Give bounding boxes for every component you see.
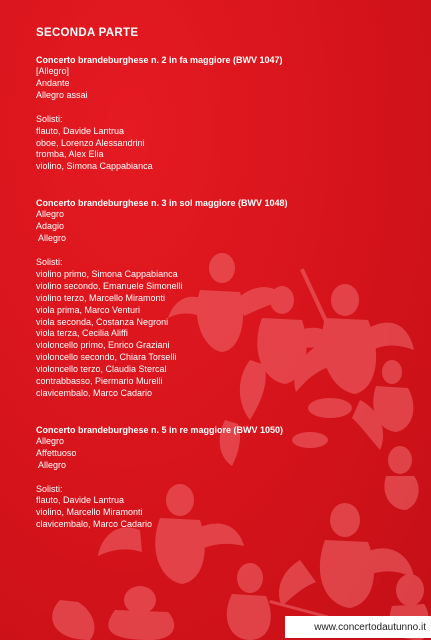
soloist: flauto, Davide Lantrua [36,495,125,506]
soloist: violino, Simona Cappabianca [36,161,153,172]
soloist: viola prima, Marco Venturi [36,304,141,315]
movement: Andante [36,77,70,88]
movement: Affettuoso [36,447,77,458]
soloist: violoncello primo, Enrico Graziani [36,340,170,351]
soloist: tromba, Alex Elia [36,149,104,160]
soloist: flauto, Davide Lantrua [36,125,125,136]
soloist: violino primo, Simona Cappabianca [36,268,178,279]
movement: Allegro [36,459,67,470]
concert-block [36,424,416,531]
concert-block [36,54,416,173]
movement: Allegro [36,435,65,446]
soloists-label: Solisti: [36,483,63,494]
soloists-label: Solisti: [36,113,63,124]
soloist: violino secondo, Emanuele Simonelli [36,280,183,291]
footer-website-link[interactable]: www.concertodautunno.it [314,622,426,633]
program-content [36,26,416,531]
movement: [Allegro] [36,66,70,76]
soloist: violoncello terzo, Claudia Stercal [36,364,167,375]
soloist: viola terza, Cecilia Aliffi [36,328,128,339]
soloist: viola seconda, Costanza Negroni [36,316,169,327]
movement: Allegro assai [36,89,88,100]
concert-title: Concerto brandeburghese n. 5 in re maggiore (BWV 1050) [36,424,284,435]
soloist: clavicembalo, Marco Cadario [36,519,153,530]
movement: Allegro [36,233,67,244]
concert-title: Concerto brandeburghese n. 2 in fa maggiore (BWV 1047) [36,55,283,65]
concert-block [36,197,416,400]
soloist: oboe, Lorenzo Alessandrini [36,137,145,148]
movement: Allegro [36,209,65,220]
soloists-label: Solisti: [36,256,63,267]
section-title: SECONDA PARTE [36,27,139,39]
soloist: violino, Marcello Miramonti [36,507,143,518]
soloist: contrabbasso, Piermario Murelli [36,376,163,387]
soloist: violino terzo, Marcello Miramonti [36,292,166,303]
soloist: violoncello secondo, Chiara Torselli [36,352,177,363]
concert-title: Concerto brandeburghese n. 3 in sol maggiore (BWV 1048) [36,198,288,209]
movement: Adagio [36,221,65,232]
soloist: clavicembalo, Marco Cadario [36,387,153,398]
